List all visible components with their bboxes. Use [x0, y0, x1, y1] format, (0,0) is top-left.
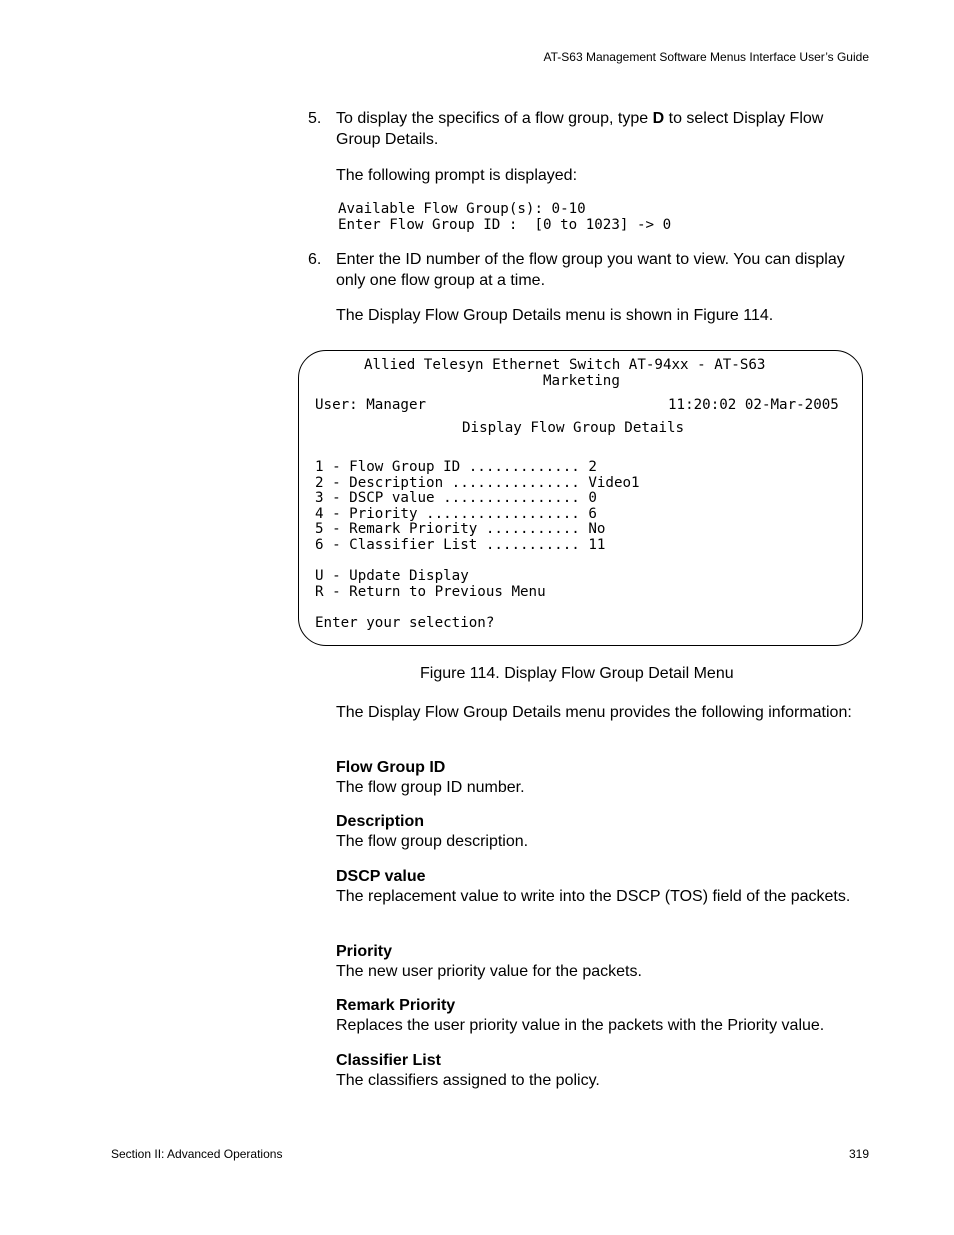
menu-item-remark-priority: 5 - Remark Priority ........... No — [315, 521, 606, 537]
definition-desc: The new user priority value for the packets. — [336, 963, 642, 980]
screen-menu-title: Display Flow Group Details — [462, 420, 685, 436]
option-return-previous: R - Return to Previous Menu — [315, 584, 546, 600]
definition-term: DSCP value — [336, 868, 426, 885]
definition-priority — [336, 942, 871, 982]
screen-title-line-1: Allied Telesyn Ethernet Switch AT-94xx - AT-S63 — [364, 357, 766, 373]
step-text: To display the specifics of a flow group, type D to select Display Flow Group Details. — [336, 110, 824, 148]
definition-remark-priority — [336, 996, 871, 1036]
footer-section: Section II: Advanced Operations — [111, 1147, 283, 1161]
definition-term: Description — [336, 813, 425, 830]
screen-user: User: Manager — [315, 397, 427, 413]
menu-item-priority: 4 - Priority .................. 6 — [315, 506, 597, 522]
definition-term: Remark Priority — [336, 997, 456, 1014]
screen-datetime: 11:20:02 02-Mar-2005 — [668, 397, 839, 413]
page-number: 319 — [848, 1147, 869, 1161]
definition-term: Flow Group ID — [336, 759, 446, 776]
step-text: Enter the ID number of the flow group you want to view. You can display only one flow group at a time. — [336, 251, 845, 289]
screen-title-line-2: Marketing — [543, 373, 620, 389]
definition-desc: Replaces the user priority value in the packets with the Priority value. — [336, 1017, 825, 1034]
running-header: AT-S63 Management Software Menus Interface User’s Guide — [543, 50, 869, 64]
definitions-intro: The Display Flow Group Details menu provides the following information: — [336, 704, 852, 721]
definition-desc: The flow group ID number. — [336, 779, 525, 796]
figure-reference: The Display Flow Group Details menu is shown in Figure 114. — [336, 307, 774, 324]
menu-item-classifier-list: 6 - Classifier List ........... 11 — [315, 537, 606, 553]
menu-item-flow-group-id: 1 - Flow Group ID ............. 2 — [315, 459, 597, 475]
screen-prompt: Enter your selection? — [315, 615, 495, 631]
figure-caption: Figure 114. Display Flow Group Detail Menu — [420, 665, 734, 682]
definition-desc: The flow group description. — [336, 833, 529, 850]
menu-item-dscp-value: 3 - DSCP value ................ 0 — [315, 490, 597, 506]
menu-item-description: 2 - Description ............... Video1 — [315, 475, 640, 491]
prompt-line-1: Available Flow Group(s): 0-10 — [338, 201, 586, 217]
prompt-line-2: Enter Flow Group ID : [0 to 1023] -> 0 — [338, 217, 672, 233]
definition-term: Classifier List — [336, 1052, 441, 1069]
definition-desc: The replacement value to write into the DSCP (TOS) field of the packets. — [336, 888, 851, 905]
definition-term: Priority — [336, 943, 393, 960]
prompt-intro: The following prompt is displayed: — [336, 167, 578, 184]
definition-flow-group-id — [336, 758, 871, 798]
option-update-display: U - Update Display — [315, 568, 469, 584]
step-number: 5. — [308, 110, 322, 127]
definition-classifier-list — [336, 1051, 871, 1091]
step-number: 6. — [308, 251, 322, 268]
definition-desc: The classifiers assigned to the policy. — [336, 1072, 600, 1089]
definition-description — [336, 812, 871, 852]
definition-dscp-value — [336, 867, 871, 907]
